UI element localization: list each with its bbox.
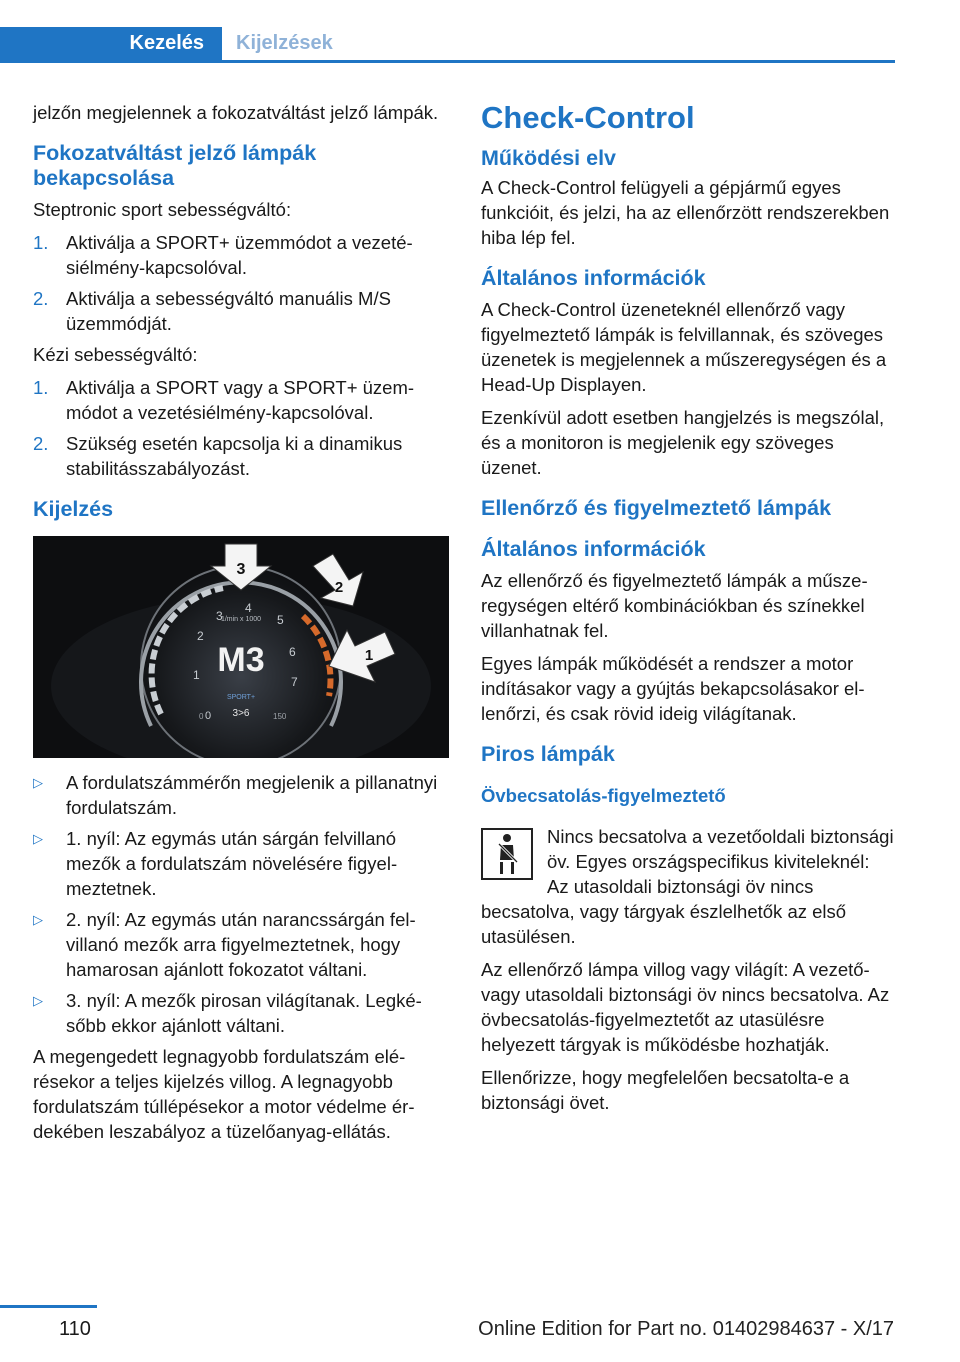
paragraph: Ezenkívül adott esetben hangjelzés is megszólal, és a monitoron is megjelenik egy szöveges üzenet. (481, 407, 885, 478)
tachometer-figure (33, 536, 449, 758)
dial-label: 1 (193, 668, 200, 682)
list-text: 2. nyíl: Az egymás után narancssárgán felvillanó mezők arra figyelmeztetnek, hogy hamarosan ajánlott fokozatot váltani. (66, 909, 416, 980)
speed-label: 0 (199, 712, 204, 721)
list-item (33, 230, 449, 280)
gear-hint: 3>6 (232, 708, 250, 719)
triangle-bullet-icon: ▷ (33, 912, 43, 927)
list-item (33, 431, 449, 481)
heading-seatbelt-reminder: Övbecsatolás-figyelmeztető (481, 785, 726, 806)
paragraph: A Check-Control felügyeli a gépjármű egyes funkcióit, és jelzi, ha az ellenőrzött rendszerekben hiba lép fel. (481, 177, 890, 248)
page-number: 110 (59, 1318, 91, 1340)
seatbelt-indicator (481, 828, 537, 884)
numbered-list (33, 375, 449, 481)
list-text: 1. nyíl: Az egymás után sárgán felvillanó mezők a fordulatszám növelésére figyelmeztetnek. (66, 828, 398, 899)
paragraph: Egyes lámpák működését a rendszer a motor indításakor vagy a gyújtás bekapcsolásakor ellenőrzi, és csak rövid ideig világítanak. (481, 653, 865, 724)
seatbelt-icon (481, 828, 533, 880)
list-text: Aktiválja a SPORT vagy a SPORT+ üzemmódot a vezetésiélmény-kapcsolóval. (66, 377, 415, 423)
list-item (33, 826, 449, 901)
dial-label: 4 (245, 601, 252, 615)
list-number: 1. (33, 232, 49, 253)
heading-general-info: Általános információk (481, 266, 706, 290)
heading-general-info-2: Általános információk (481, 537, 706, 561)
list-text: Aktiválja a sebességváltó manuális M/S üzemmódját. (66, 288, 391, 334)
heading-principle: Működési elv (481, 146, 617, 170)
speed-label: 150 (273, 712, 287, 721)
triangle-bullet-icon: ▷ (33, 993, 43, 1008)
edition-note: Online Edition for Part no. 01402984637 - X/17 (478, 1318, 894, 1340)
paragraph: jelzőn megjelennek a fokozatváltást jelző lámpák. (33, 102, 439, 123)
list-item (33, 286, 449, 336)
arrow-label: 2 (334, 579, 344, 596)
paragraph: Az ellenőrző lámpa villog vagy világít: A vezető- vagy utasoldali biztonsági öv nincs becsatolva. Az övbecsatolás-figyelmeztetőt az utasülésre helyezett tárgyak is működésbe hozhatják. (481, 959, 890, 1055)
mode-readout: SPORT+ (226, 694, 256, 701)
heading-display: Kijelzés (33, 497, 114, 521)
header-rule (0, 60, 895, 63)
dial-label: 0 (205, 710, 212, 722)
paragraph: Steptronic sport sebességváltó: (33, 199, 292, 220)
list-number: 2. (33, 288, 49, 309)
triangle-bullet-icon: ▷ (33, 831, 43, 846)
triangle-bullet-icon: ▷ (33, 775, 43, 790)
dial-label: 7 (291, 675, 298, 689)
paragraph: Az ellenőrző és figyelmeztető lámpák a műszeregységen eltérő kombinációkban és színekkel villanhatnak fel. (481, 570, 868, 641)
dial-label: 5 (277, 613, 284, 627)
numbered-list (33, 230, 449, 336)
dial-label: 6 (289, 645, 296, 659)
list-text: 3. nyíl: A mezők pirosan világítanak. Legkésőbb ekkor ajánlott váltani. (66, 990, 422, 1036)
bullet-list (33, 770, 449, 1038)
paragraph: A Check-Control üzeneteknél ellenőrző vagy figyelmeztető lámpák is felvillannak, és szöveges üzenetek is megjelennek a műszeregységen és a Head-Up Displayen. (481, 299, 887, 395)
arrow-label: 1 (364, 647, 374, 664)
paragraph: Nincs becsatolva a vezetőoldali biztonsági öv. Egyes országspecifikus kiviteleknél: Az utasoldali biztonsági öv nincs becsatolva, vagy tárgyak észlelhetők az első utasülésen. (481, 826, 894, 947)
right-column (481, 100, 895, 1123)
tab-kezeles[interactable]: Kezelés (0, 27, 222, 60)
heading-red-lamps: Piros lámpák (481, 742, 615, 766)
gear-readout: M3 (217, 641, 265, 679)
list-item (33, 770, 449, 820)
chapter-tabs (0, 27, 895, 63)
heading-indicator-lamps: Ellenőrző és figyelmeztető lámpák (481, 496, 832, 520)
footer-rule (0, 1305, 97, 1308)
paragraph: Kézi sebességváltó: (33, 344, 198, 365)
list-number: 1. (33, 377, 49, 398)
list-item (33, 907, 449, 982)
list-number: 2. (33, 433, 49, 454)
left-column (33, 100, 449, 1152)
rpm-unit: 1/min x 1000 (220, 616, 262, 623)
tab-kijelzesek[interactable]: Kijelzések (236, 32, 333, 54)
list-item (33, 988, 449, 1038)
paragraph: Ellenőrizze, hogy megfelelően becsatolta-e a biztonsági övet. (481, 1067, 850, 1113)
paragraph: A megengedett legnagyobb fordulatszám elérésekor a teljes kijelzés villog. A legnagyobb fordulatszám túllépésekor a motor védelme érdekében leszabályoz a tüzelőanyag-ellátás. (33, 1046, 415, 1142)
dial-label: 2 (197, 629, 204, 643)
tachometer-image (33, 536, 449, 758)
heading-check-control: Check-Control (481, 100, 695, 135)
list-text: A fordulatszámmérőn megjelenik a pillanatnyi fordulatszám. (66, 772, 438, 818)
list-text: Aktiválja a SPORT+ üzemmódot a vezetésiélmény-kapcsolóval. (66, 232, 413, 278)
arrow-label: 3 (236, 561, 246, 578)
heading-shift-lights: Fokozatváltást jelző lámpák bekapcsolása (33, 141, 317, 190)
list-item (33, 375, 449, 425)
dial-label: 3 (216, 609, 223, 623)
list-text: Szükség esetén kapcsolja ki a dinamikus stabilitásszabályozást. (66, 433, 403, 479)
